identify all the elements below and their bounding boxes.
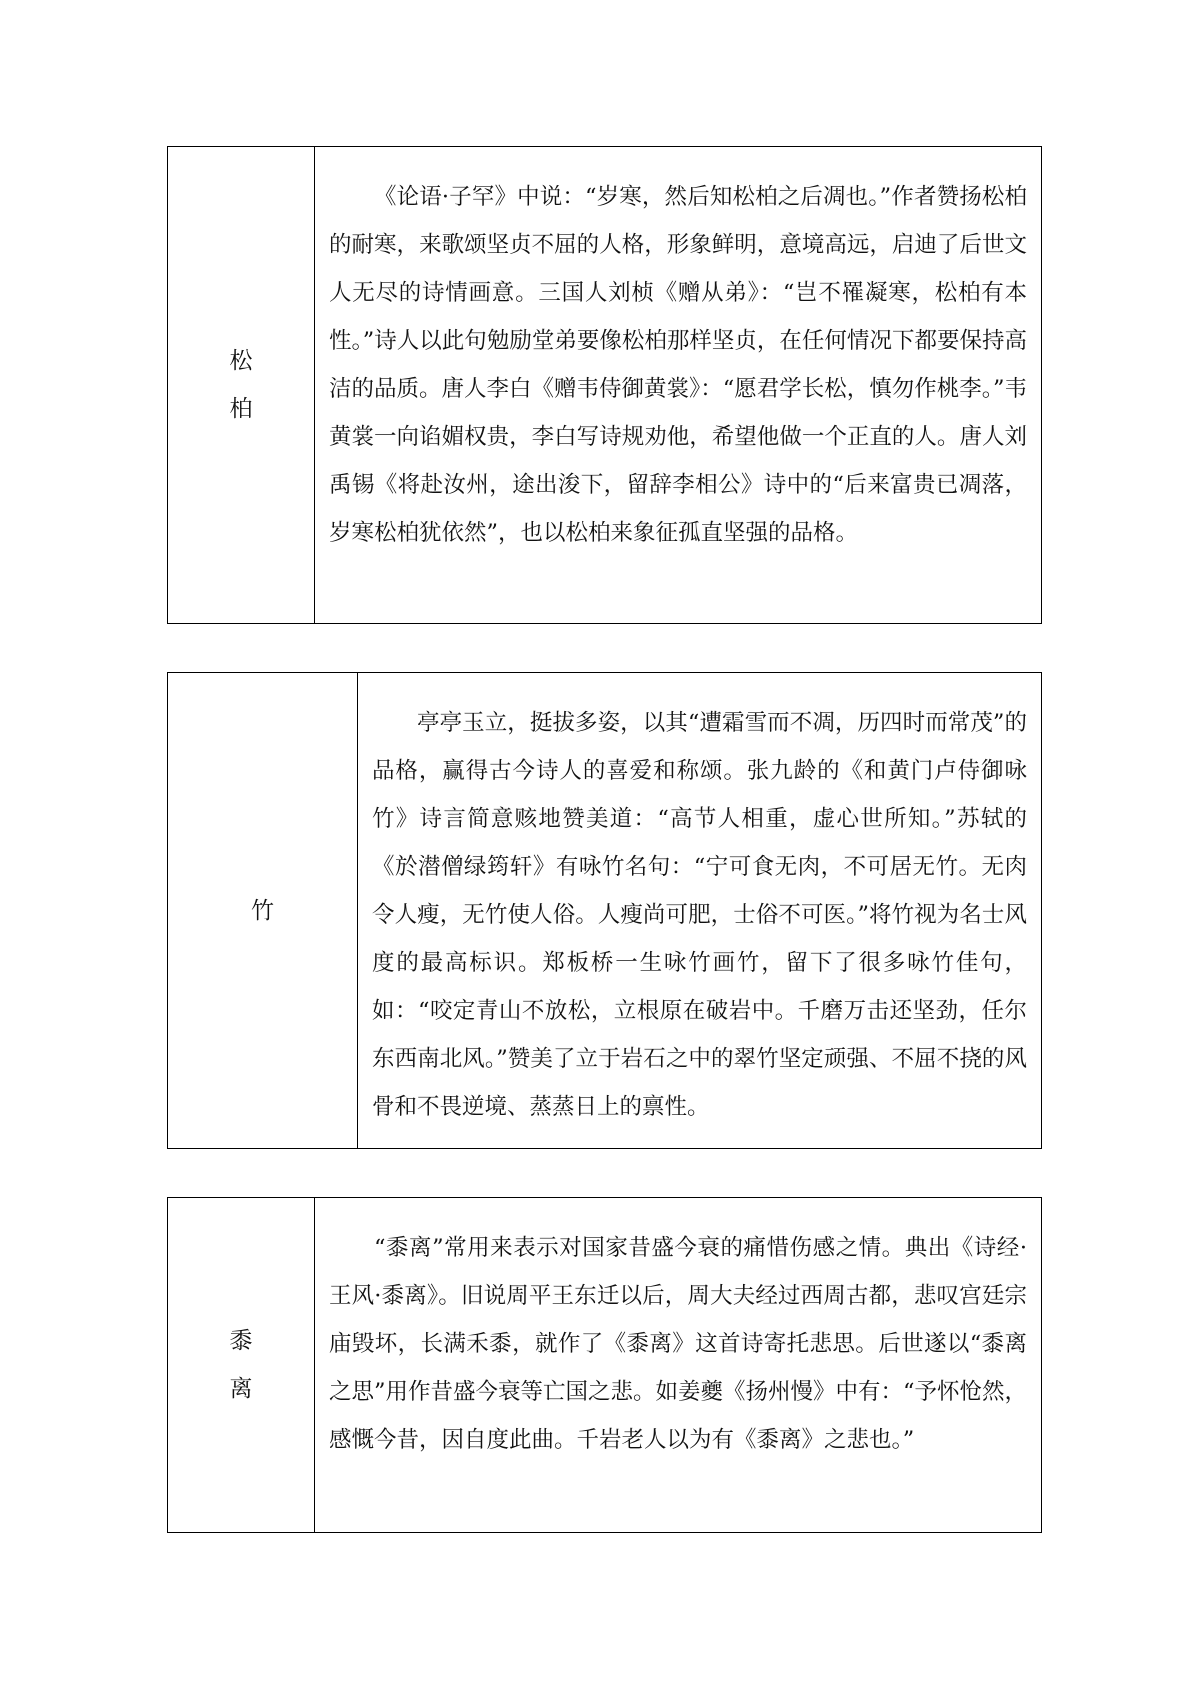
entry-table-zhu bbox=[167, 672, 1042, 1149]
term-label: 松柏 bbox=[229, 348, 253, 422]
description-cell bbox=[315, 1198, 1041, 1532]
description-cell bbox=[315, 147, 1041, 623]
term-cell bbox=[168, 147, 315, 623]
description-text: 《论语·子罕》中说：“岁寒，然后知松柏之后凋也。”作者赞扬松柏的耐寒，来歌颂坚贞不屈的人格，形象鲜明，意境高远，启迪了后世文人无尽的诗情画意。三国人刘桢《赠从弟》：“岂不罹凝寒，松柏有本性。”诗人以此句勉励堂弟要像松柏那样坚贞，在任何情况下都要保持高洁的品质。唐人李白《赠韦侍御黄裳》：“愿君学长松，慎勿作桃李。”韦黄裳一向谄媚权贵，李白写诗规劝他，希望他做一个正直的人。唐人刘禹锡《将赴汝州，途出浚下，留辞李相公》诗中的“后来富贵已凋落，岁寒松柏犹依然”，也以松柏来象征孤直坚强的品格。 bbox=[329, 184, 1028, 546]
term-cell bbox=[168, 673, 358, 1148]
description-cell bbox=[358, 673, 1041, 1148]
term-label: 黍离 bbox=[229, 1328, 253, 1402]
entry-table-songbai bbox=[167, 146, 1042, 624]
description-text: 亭亭玉立，挺拔多姿，以其“遭霜雪而不凋，历四时而常茂”的品格，赢得古今诗人的喜爱和称颂。张九龄的《和黄门卢侍御咏竹》诗言简意赅地赞美道：“高节人相重，虚心世所知。”苏轼的《於潜僧绿筠轩》有咏竹名句：“宁可食无肉，不可居无竹。无肉令人瘦，无竹使人俗。人瘦尚可肥，士俗不可医。”将竹视为名士风度的最高标识。郑板桥一生咏竹画竹，留下了很多咏竹佳句，如：“咬定青山不放松，立根原在破岩中。千磨万击还坚劲，任尔东西南北风。”赞美了立于岩石之中的翠竹坚定顽强、不屈不挠的风骨和不畏逆境、蒸蒸日上的禀性。 bbox=[372, 710, 1027, 1120]
term-cell bbox=[168, 1198, 315, 1532]
entry-table-shuli bbox=[167, 1197, 1042, 1533]
description-text: “黍离”常用来表示对国家昔盛今衰的痛惜伤感之情。典出《诗经·王风·黍离》。旧说周平王东迁以后，周大夫经过西周古都，悲叹宫廷宗庙毁坏，长满禾黍，就作了《黍离》这首诗寄托悲思。后世遂以“黍离之思”用作昔盛今衰等亡国之悲。如姜夔《扬州慢》中有：“予怀怆然，感慨今昔，因自度此曲。千岩老人以为有《黍离》之悲也。” bbox=[329, 1235, 1028, 1453]
term-label: 竹 bbox=[251, 897, 274, 924]
